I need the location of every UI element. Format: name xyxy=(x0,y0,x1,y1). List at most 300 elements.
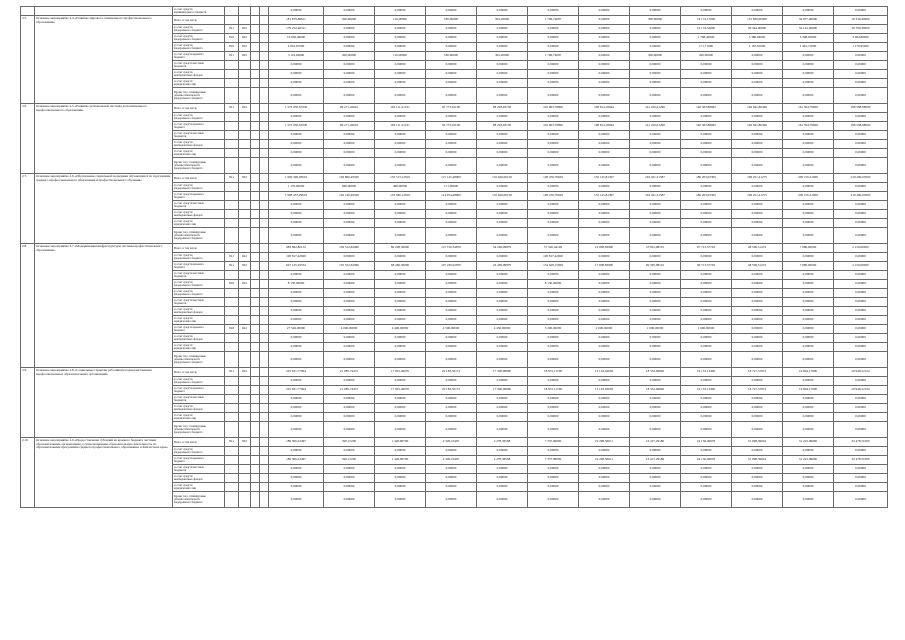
amount-cell: 108 814,18944 xyxy=(579,122,630,131)
amount-cell: 0,00000 xyxy=(528,158,579,174)
amount-cell: 0,00000 xyxy=(681,271,732,280)
budget-code-cell xyxy=(225,316,239,325)
amount-cell: 0,00000 xyxy=(324,447,375,456)
amount-cell: 0,00000 xyxy=(477,343,528,352)
budget-code-cell xyxy=(260,307,269,316)
amount-cell: 0,00000 xyxy=(528,149,579,158)
budget-code-cell xyxy=(225,404,239,413)
budget-code-cell xyxy=(239,334,251,343)
amount-cell: 17 098,83900 xyxy=(579,262,630,271)
amount-cell: 0,00000 xyxy=(477,289,528,298)
budget-code-cell xyxy=(251,210,260,219)
amount-cell: 0,00000 xyxy=(528,422,579,438)
amount-cell: 0,00000 xyxy=(477,140,528,149)
amount-cell: 19 804,17000 xyxy=(783,386,834,395)
amount-cell: 15 143,02639 xyxy=(579,386,630,395)
budget-code-cell: 816 xyxy=(225,325,239,334)
amount-cell: 0,00000 xyxy=(783,377,834,386)
amount-cell: 0,00000 xyxy=(375,131,426,140)
budget-code-cell xyxy=(260,465,269,474)
amount-cell: 0,00000 xyxy=(783,298,834,307)
amount-cell: 97 713,57702 xyxy=(681,244,732,253)
budget-code-cell xyxy=(239,16,251,25)
amount-cell: 0,00000 xyxy=(269,465,324,474)
amount-cell: 0,00000 xyxy=(477,447,528,456)
amount-cell: 31 098,39024 xyxy=(732,438,783,447)
budget-code-cell xyxy=(260,438,269,447)
budget-code-cell xyxy=(239,404,251,413)
amount-cell: 0,00000 xyxy=(630,149,681,158)
amount-cell: 31 098,39024 xyxy=(732,456,783,465)
budget-code-cell xyxy=(225,140,239,149)
budget-code-cell xyxy=(239,352,251,368)
amount-cell: 1 768,40000 xyxy=(681,34,732,43)
budget-code-cell xyxy=(239,386,251,395)
amount-cell: 0,00000 xyxy=(681,298,732,307)
amount-cell: 0,00000 xyxy=(324,34,375,43)
amount-cell: 1 179,95000 xyxy=(834,43,888,52)
amount-cell: 5 200,00000 xyxy=(528,325,579,334)
amount-cell: 0,00000 xyxy=(375,298,426,307)
funding-source: Всего, в том числе xyxy=(173,244,225,253)
amount-cell: 128 476,76629 xyxy=(528,192,579,201)
budget-code-cell xyxy=(225,289,239,298)
budget-code-cell xyxy=(225,307,239,316)
amount-cell: 4 661,67000 xyxy=(269,43,324,52)
measure-index: 2.7. xyxy=(21,174,35,244)
amount-cell: 2 278,36568 xyxy=(477,438,528,447)
budget-code-cell xyxy=(260,262,269,271)
amount-cell: 0,00000 xyxy=(732,298,783,307)
budget-code-cell xyxy=(260,88,269,104)
amount-cell: 0,00000 xyxy=(269,140,324,149)
amount-cell: 0,00000 xyxy=(732,447,783,456)
budget-code-cell: 811 xyxy=(225,262,239,271)
amount-cell: 0,00000 xyxy=(681,210,732,219)
amount-cell: 21 085,74472 xyxy=(324,386,375,395)
amount-cell: 0,00000 xyxy=(579,483,630,492)
amount-cell: 590,15200 xyxy=(324,456,375,465)
amount-cell: 19 804,17000 xyxy=(783,368,834,377)
amount-cell: 15 143,02639 xyxy=(579,368,630,377)
amount-cell: 31 201,09000 xyxy=(783,438,834,447)
amount-cell: 154 628,15699 xyxy=(528,262,579,271)
budget-code-cell xyxy=(239,192,251,201)
amount-cell: 0,00000 xyxy=(426,228,477,244)
budget-code-cell xyxy=(251,456,260,465)
amount-cell: 0,00000 xyxy=(528,307,579,316)
budget-code-cell xyxy=(260,377,269,386)
budget-code-cell xyxy=(225,192,239,201)
budget-code-cell: 816 xyxy=(225,43,239,52)
budget-code-cell xyxy=(260,492,269,508)
budget-code-cell xyxy=(251,131,260,140)
funding-source: за счет средств юридических лиц xyxy=(173,483,225,492)
amount-cell: 0,00000 xyxy=(579,16,630,25)
amount-cell: 0,00000 xyxy=(324,271,375,280)
amount-cell: 0,00000 xyxy=(783,52,834,61)
budget-code-cell xyxy=(225,386,239,395)
amount-cell: 0,00000 xyxy=(477,201,528,210)
funding-source: за счет средств местных бюджетов xyxy=(173,131,225,140)
budget-code-cell: 811 xyxy=(225,104,239,113)
budget-code-cell xyxy=(239,183,251,192)
amount-cell: 0,00000 xyxy=(681,219,732,228)
amount-cell: 133 513,12810 xyxy=(375,174,426,183)
amount-cell: 0,00000 xyxy=(783,253,834,262)
budget-code-cell xyxy=(239,289,251,298)
measure-index xyxy=(21,7,35,16)
amount-cell: 0,00000 xyxy=(477,465,528,474)
amount-cell: 0,00000 xyxy=(426,43,477,52)
amount-cell: 0,00000 xyxy=(477,271,528,280)
amount-cell: 0,00000 xyxy=(375,422,426,438)
amount-cell: 0,00000 xyxy=(732,474,783,483)
amount-cell: 0,00000 xyxy=(375,307,426,316)
amount-cell: 0,00000 xyxy=(579,334,630,343)
amount-cell: 0,00000 xyxy=(375,271,426,280)
amount-cell: 19 153,13400 xyxy=(681,386,732,395)
amount-cell: 171,71000 xyxy=(681,43,732,52)
amount-cell: 2 000,00000 xyxy=(579,325,630,334)
amount-cell: 0,00000 xyxy=(834,219,888,228)
amount-cell: 0,00000 xyxy=(783,316,834,325)
amount-cell: 0,00000 xyxy=(528,7,579,16)
amount-cell: 0,00000 xyxy=(732,253,783,262)
amount-cell: 0,00000 xyxy=(681,253,732,262)
funding-source: за счет средств краевого бюджета xyxy=(173,456,225,465)
amount-cell: 0,00000 xyxy=(579,34,630,43)
funding-source: за счет средств местных бюджетов xyxy=(173,271,225,280)
amount-cell: 0,00000 xyxy=(630,474,681,483)
budget-code-cell xyxy=(239,228,251,244)
amount-cell: 0,00000 xyxy=(324,79,375,88)
amount-cell: 0,00000 xyxy=(732,7,783,16)
budget-code-cell xyxy=(239,122,251,131)
funding-source: за счет средств местных бюджетов xyxy=(173,395,225,404)
amount-cell: 27 549,00000 xyxy=(269,325,324,334)
budget-code-cell xyxy=(225,244,239,253)
amount-cell: 128 476,76629 xyxy=(528,174,579,183)
budget-code-cell xyxy=(260,43,269,52)
amount-cell: 0,00000 xyxy=(783,228,834,244)
amount-cell: 0,00000 xyxy=(426,140,477,149)
amount-cell: 140 563,88962 xyxy=(681,122,732,131)
budget-code-cell xyxy=(251,122,260,131)
amount-cell: 0,00000 xyxy=(834,7,888,16)
amount-cell: 0,00000 xyxy=(477,316,528,325)
amount-cell: 0,00000 xyxy=(375,334,426,343)
amount-cell: 18 872,11700 xyxy=(528,386,579,395)
amount-cell: 0,00000 xyxy=(681,316,732,325)
amount-cell: 0,00000 xyxy=(426,253,477,262)
funding-source: за счет средств федерального бюджета xyxy=(173,377,225,386)
amount-cell: 0,00000 xyxy=(783,280,834,289)
amount-cell: 0,00000 xyxy=(732,88,783,104)
amount-cell: 0,00000 xyxy=(579,131,630,140)
amount-cell: 39 877,00000 xyxy=(783,16,834,25)
budget-code-cell xyxy=(251,174,260,183)
amount-cell: 0,00000 xyxy=(477,131,528,140)
amount-cell: 0,00000 xyxy=(732,210,783,219)
amount-cell: 0,00000 xyxy=(269,474,324,483)
amount-cell: 0,00000 xyxy=(681,343,732,352)
amount-cell: 2 326,19497 xyxy=(426,438,477,447)
amount-cell: 0,00000 xyxy=(269,201,324,210)
budget-code-cell xyxy=(251,52,260,61)
amount-cell: 0,00000 xyxy=(783,404,834,413)
amount-cell: 0,00000 xyxy=(681,422,732,438)
amount-cell: 0,00000 xyxy=(426,483,477,492)
amount-cell: 0,00000 xyxy=(630,447,681,456)
amount-cell: 0,00000 xyxy=(528,343,579,352)
amount-cell: 0,00000 xyxy=(579,492,630,508)
amount-cell: 0,00000 xyxy=(528,404,579,413)
budget-code-cell xyxy=(260,79,269,88)
amount-cell: 16 036,49000 xyxy=(269,34,324,43)
amount-cell: 0,00000 xyxy=(630,352,681,368)
funding-source: за счет средств местных бюджетов xyxy=(173,298,225,307)
amount-cell: 103 111,51231 xyxy=(375,122,426,131)
budget-code-cell xyxy=(251,61,260,70)
measure-name xyxy=(35,7,173,16)
amount-cell: 0,00000 xyxy=(732,422,783,438)
amount-cell: 0,00000 xyxy=(477,79,528,88)
budget-code-cell xyxy=(251,438,260,447)
amount-cell: 98 293,63130 xyxy=(477,104,528,113)
budget-code-cell xyxy=(239,483,251,492)
amount-cell: 95 773,91100 xyxy=(426,104,477,113)
amount-cell: 0,00000 xyxy=(579,158,630,174)
amount-cell: 0,00000 xyxy=(324,483,375,492)
budget-code-cell xyxy=(225,298,239,307)
amount-cell: 0,00000 xyxy=(732,183,783,192)
amount-cell: 0,00000 xyxy=(375,404,426,413)
amount-cell: 0,00000 xyxy=(579,140,630,149)
amount-cell: 0,00000 xyxy=(375,343,426,352)
amount-cell: 0,00000 xyxy=(681,158,732,174)
budget-code-cell xyxy=(225,334,239,343)
budget-code-cell xyxy=(251,43,260,52)
amount-cell: 2 150,00000 xyxy=(834,244,888,253)
amount-cell: 0,00000 xyxy=(324,149,375,158)
amount-cell: 0,00000 xyxy=(528,334,579,343)
amount-cell: 0,00000 xyxy=(630,465,681,474)
amount-cell: 19 298,56611 xyxy=(579,438,630,447)
amount-cell: 132 626,00150 xyxy=(477,192,528,201)
amount-cell: 18 352,06846 xyxy=(630,368,681,377)
funding-source: за счет средств федерального бюджета xyxy=(173,289,225,298)
amount-cell: 0,00000 xyxy=(579,79,630,88)
amount-cell: 0,00000 xyxy=(681,483,732,492)
amount-cell: 0,00000 xyxy=(528,465,579,474)
budget-code-cell xyxy=(260,158,269,174)
amount-cell: 0,00000 xyxy=(375,7,426,16)
amount-cell: 0,00000 xyxy=(477,228,528,244)
amount-cell: 0,00000 xyxy=(269,79,324,88)
amount-cell: 21 085,74472 xyxy=(324,368,375,377)
amount-cell: 0,00000 xyxy=(477,88,528,104)
amount-cell: 1 167,61000 xyxy=(732,43,783,52)
amount-cell: 0,00000 xyxy=(426,334,477,343)
amount-cell: 0,00000 xyxy=(579,377,630,386)
amount-cell: 31 201,09000 xyxy=(783,456,834,465)
amount-cell: 0,00000 xyxy=(732,228,783,244)
amount-cell: 0,00000 xyxy=(269,316,324,325)
amount-cell: 0,00000 xyxy=(324,253,375,262)
amount-cell: 0,00000 xyxy=(324,413,375,422)
amount-cell: 0,00000 xyxy=(630,377,681,386)
amount-cell: 32 478,51000 xyxy=(834,456,888,465)
budget-code-cell xyxy=(260,483,269,492)
amount-cell: 0,00000 xyxy=(477,219,528,228)
amount-cell: 19 153,13400 xyxy=(681,368,732,377)
amount-cell: 0,00000 xyxy=(269,307,324,316)
amount-cell: 161 594,79600 xyxy=(783,104,834,113)
amount-cell: 0,00000 xyxy=(834,325,888,334)
budget-code-cell xyxy=(225,61,239,70)
amount-cell: 0,00000 xyxy=(579,280,630,289)
budget-code-cell xyxy=(251,289,260,298)
amount-cell: 24 156,49978 xyxy=(681,456,732,465)
amount-cell: 19 174,54000 xyxy=(681,25,732,34)
amount-cell: 660,00000 xyxy=(324,183,375,192)
amount-cell: 0,00000 xyxy=(269,334,324,343)
amount-cell: 0,00000 xyxy=(324,307,375,316)
budget-code-cell xyxy=(251,104,260,113)
amount-cell: 0,00000 xyxy=(375,79,426,88)
amount-cell: 0,00000 xyxy=(579,70,630,79)
amount-cell: 0,00000 xyxy=(528,183,579,192)
amount-cell: 0,00000 xyxy=(783,289,834,298)
budget-code-cell: 811 xyxy=(225,438,239,447)
budget-code-cell xyxy=(239,465,251,474)
budget-code-cell xyxy=(251,140,260,149)
amount-cell: 0,00000 xyxy=(681,395,732,404)
budget-code-cell xyxy=(260,298,269,307)
amount-cell: 68 466,50000 xyxy=(375,262,426,271)
budget-code-cell xyxy=(260,325,269,334)
measure-index: 2.9. xyxy=(21,368,35,438)
amount-cell: 0,00000 xyxy=(630,298,681,307)
amount-cell: 0,00000 xyxy=(324,7,375,16)
amount-cell: 0,00000 xyxy=(732,70,783,79)
amount-cell: 0,00000 xyxy=(630,413,681,422)
budget-code-cell: 022 xyxy=(239,280,251,289)
amount-cell: 0,00000 xyxy=(834,352,888,368)
amount-cell: 5 398,05000 xyxy=(783,34,834,43)
amount-cell: 0,00000 xyxy=(375,377,426,386)
amount-cell: 0,00000 xyxy=(375,43,426,52)
budget-code-cell xyxy=(225,210,239,219)
amount-cell: 171,00000 xyxy=(426,183,477,192)
budget-code-cell xyxy=(239,244,251,253)
budget-code-cell xyxy=(251,16,260,25)
amount-cell: 0,00000 xyxy=(324,158,375,174)
budget-code-cell: 022 xyxy=(239,253,251,262)
amount-cell: 57 320,44199 xyxy=(528,244,579,253)
amount-cell: 2 326,19497 xyxy=(426,456,477,465)
budget-code-cell xyxy=(225,492,239,508)
amount-cell: 0,00000 xyxy=(732,404,783,413)
amount-cell: 0,00000 xyxy=(834,140,888,149)
amount-cell: 17 390,99990 xyxy=(477,368,528,377)
amount-cell: 0,00000 xyxy=(834,334,888,343)
amount-cell: 199 251,41275 xyxy=(732,174,783,183)
amount-cell: 0,00000 xyxy=(528,377,579,386)
budget-code-cell xyxy=(260,7,269,16)
amount-cell: 0,00000 xyxy=(834,61,888,70)
amount-cell: 0,00000 xyxy=(834,158,888,174)
amount-cell: 0,00000 xyxy=(783,271,834,280)
budget-code-cell xyxy=(260,70,269,79)
budget-code-cell xyxy=(260,149,269,158)
budget-document xyxy=(20,6,886,508)
amount-cell: 179 252,46311 xyxy=(269,25,324,34)
amount-cell: 0,00000 xyxy=(732,219,783,228)
amount-cell: 0,00000 xyxy=(528,70,579,79)
amount-cell: 0,00000 xyxy=(681,352,732,368)
budget-code-cell xyxy=(239,271,251,280)
budget-code-cell xyxy=(251,368,260,377)
amount-cell: 0,00000 xyxy=(630,422,681,438)
budget-code-cell xyxy=(239,131,251,140)
amount-cell: 0,00000 xyxy=(579,113,630,122)
amount-cell: 0,00000 xyxy=(732,492,783,508)
budget-code-cell xyxy=(260,352,269,368)
amount-cell: 0,00000 xyxy=(834,70,888,79)
amount-cell: 0,00000 xyxy=(834,343,888,352)
funding-source: за счет средств краевого бюджета xyxy=(173,325,225,334)
budget-code-cell xyxy=(251,325,260,334)
measure-name: Основное мероприятие 2.5 «Развитие региональной системы дополнительного профессионального образования» xyxy=(35,104,173,174)
amount-cell: 1 572 050,67936 xyxy=(269,122,324,131)
budget-code-cell xyxy=(251,483,260,492)
amount-cell: 0,00000 xyxy=(269,61,324,70)
amount-cell: 163 431,21587 xyxy=(630,192,681,201)
amount-cell: 0,00000 xyxy=(477,483,528,492)
amount-cell: 0,00000 xyxy=(269,228,324,244)
amount-cell: 0,00000 xyxy=(783,149,834,158)
amount-cell: 17 390,99990 xyxy=(477,386,528,395)
amount-cell: 0,00000 xyxy=(375,219,426,228)
amount-cell: 0,00000 xyxy=(681,149,732,158)
funding-source: за счет средств федерального бюджета xyxy=(173,113,225,122)
amount-cell: 54 206,09879 xyxy=(477,244,528,253)
budget-code-cell: 022 xyxy=(239,43,251,52)
budget-code-cell xyxy=(260,334,269,343)
amount-cell: 0,00000 xyxy=(681,334,732,343)
amount-cell: 4 400,00000 xyxy=(375,325,426,334)
budget-code-cell xyxy=(251,271,260,280)
amount-cell: 0,00000 xyxy=(477,149,528,158)
measure-index: 2.6. xyxy=(21,104,35,174)
amount-cell: 0,00000 xyxy=(324,404,375,413)
table-row xyxy=(21,16,888,25)
amount-cell: 200,00000 xyxy=(324,16,375,25)
amount-cell: 152 145,81397 xyxy=(579,174,630,183)
amount-cell: 1 572 050,67936 xyxy=(269,104,324,113)
amount-cell: 0,00000 xyxy=(834,413,888,422)
funding-source: за счет средств федерального бюджета xyxy=(173,447,225,456)
budget-code-cell xyxy=(239,219,251,228)
funding-source: за счет средств внебюджетных фондов xyxy=(173,70,225,79)
amount-cell: 0,00000 xyxy=(269,158,324,174)
amount-cell: 0,00000 xyxy=(426,298,477,307)
funding-source: за счет средств юридических лиц xyxy=(173,343,225,352)
amount-cell: 0,00000 xyxy=(324,210,375,219)
amount-cell: 0,00000 xyxy=(579,289,630,298)
